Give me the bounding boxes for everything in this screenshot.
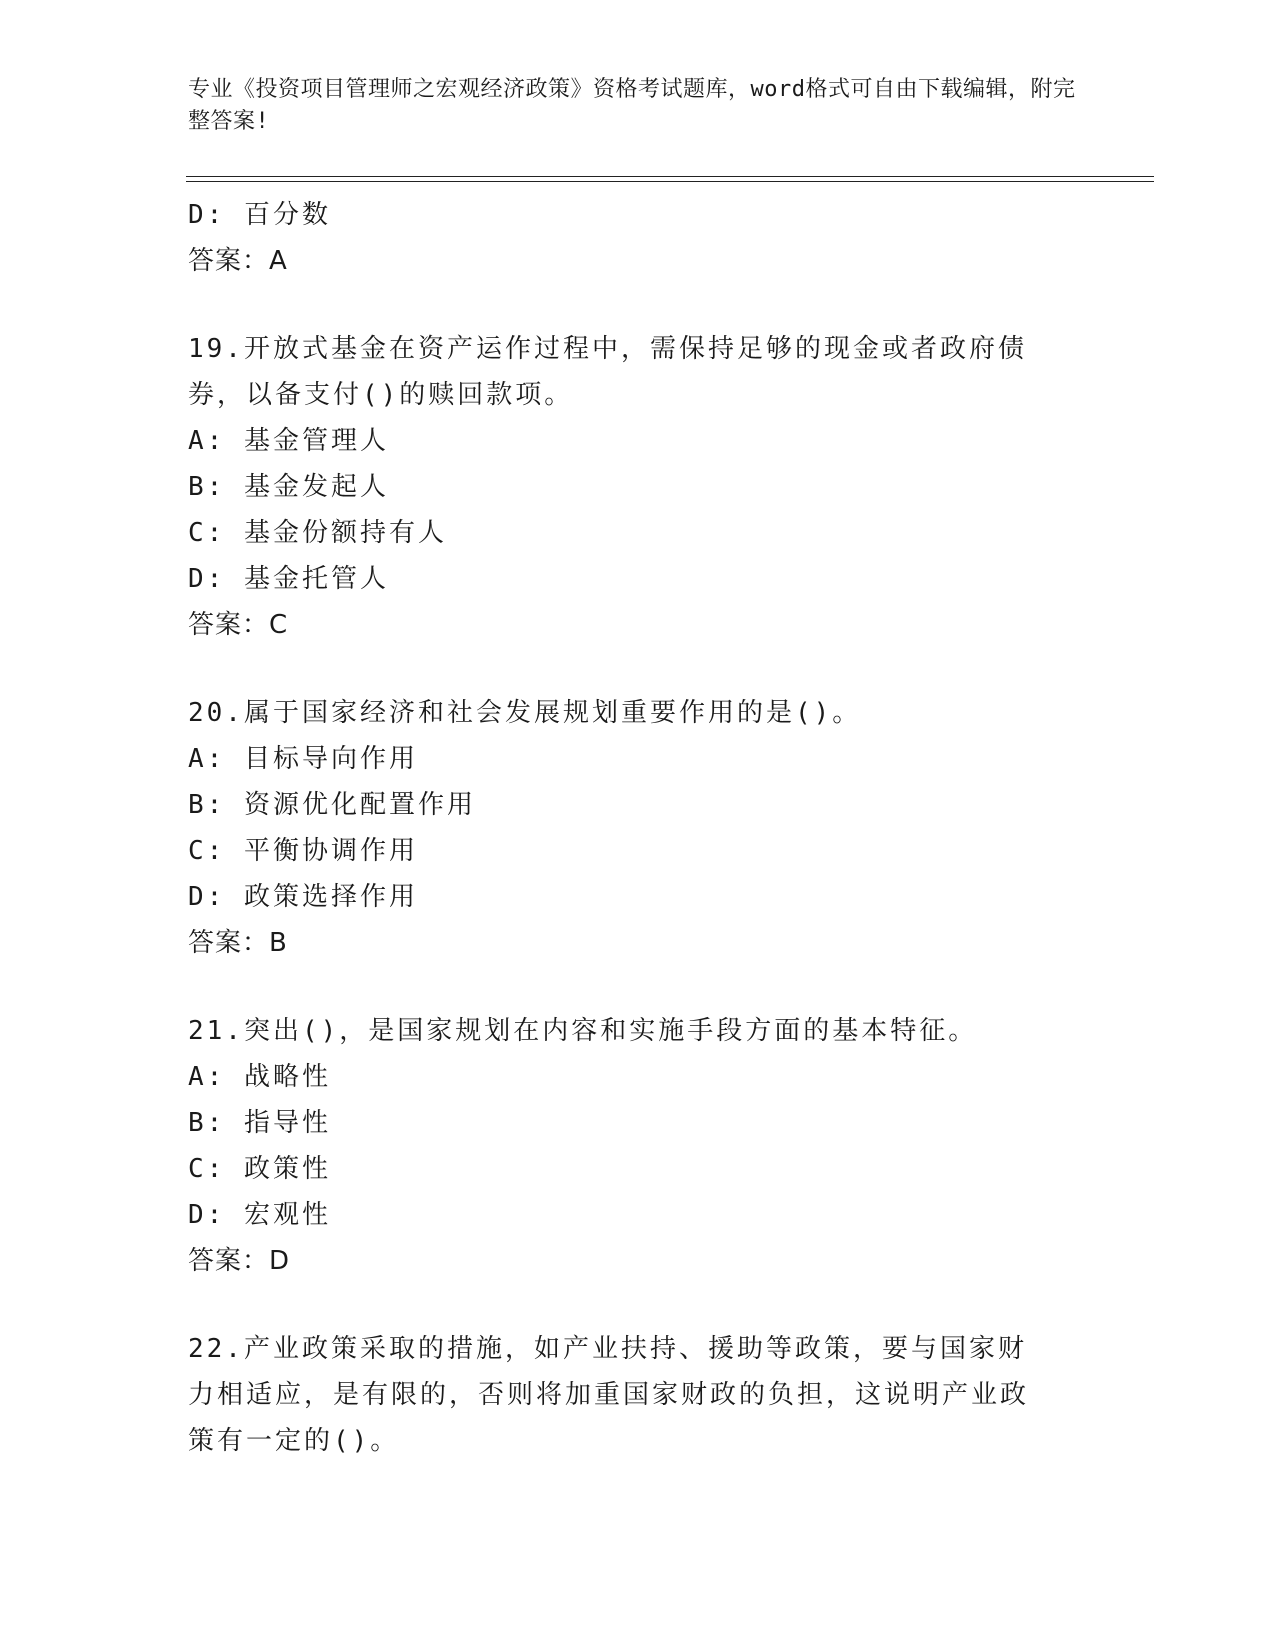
question-19 bbox=[188, 326, 1088, 648]
question-stem: 21.突出()，是国家规划在内容和实施手段方面的基本特征。 bbox=[188, 1016, 978, 1046]
answer: 答案：C bbox=[188, 610, 289, 640]
question-21 bbox=[188, 1008, 1088, 1284]
prev-answer: 答案：A bbox=[188, 246, 288, 276]
header-divider-bottom bbox=[186, 181, 1154, 182]
option-c: C: 平衡协调作用 bbox=[188, 836, 418, 866]
answer: 答案：D bbox=[188, 1246, 291, 1276]
option-b: B: 指导性 bbox=[188, 1108, 331, 1138]
option-b: B: 基金发起人 bbox=[188, 472, 389, 502]
question-stem: 19.开放式基金在资产运作过程中，需保持足够的现金或者政府债券，以备支付()的赎回款项。 bbox=[188, 334, 1027, 410]
question-stem: 20.属于国家经济和社会发展规划重要作用的是()。 bbox=[188, 698, 862, 728]
option-b: B: 资源优化配置作用 bbox=[188, 790, 476, 820]
question-content bbox=[188, 192, 1088, 1464]
option-a: A: 基金管理人 bbox=[188, 426, 389, 456]
option-d: D: 基金托管人 bbox=[188, 564, 389, 594]
option-c: C: 政策性 bbox=[188, 1154, 331, 1184]
option-a: A: 战略性 bbox=[188, 1062, 331, 1092]
question-20 bbox=[188, 690, 1088, 966]
question-22 bbox=[188, 1326, 1088, 1464]
prev-option-d: D: 百分数 bbox=[188, 200, 331, 230]
option-c: C: 基金份额持有人 bbox=[188, 518, 447, 548]
document-header: 专业《投资项目管理师之宏观经济政策》资格考试题库，word格式可自由下载编辑，附完整答案! bbox=[188, 77, 1076, 134]
option-d: D: 宏观性 bbox=[188, 1200, 331, 1230]
question-stem: 22.产业政策采取的措施，如产业扶持、援助等政策，要与国家财力相适应，是有限的，否则将加重国家财政的负担，这说明产业政策有一定的()。 bbox=[188, 1334, 1030, 1456]
option-a: A: 目标导向作用 bbox=[188, 744, 418, 774]
answer: 答案：B bbox=[188, 928, 288, 958]
option-d: D: 政策选择作用 bbox=[188, 882, 418, 912]
header-divider-top bbox=[186, 176, 1154, 177]
